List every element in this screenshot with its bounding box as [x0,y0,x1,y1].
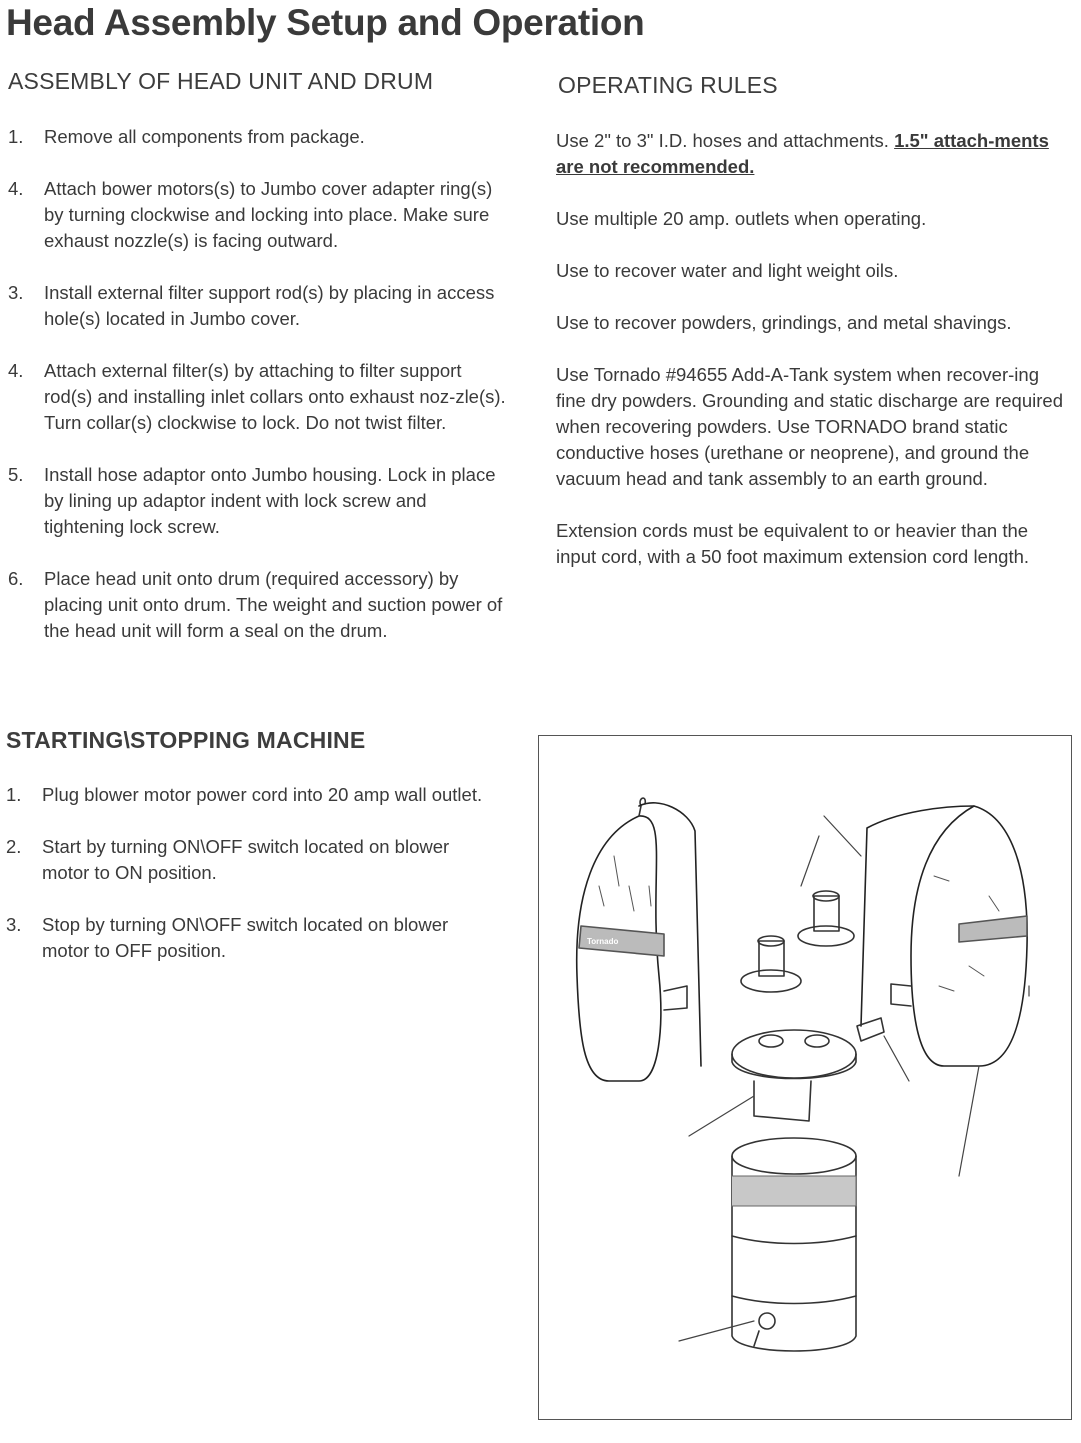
operating-rules [556,128,1066,596]
list-item: 3. Install external filter support rod(s) by placing in access hole(s) located in Jumbo cover. [8,282,495,329]
list-item: 1. Plug blower motor power cord into 20 amp wall outlet. [6,784,483,805]
jumbo-cover [732,1018,884,1121]
rule-item: Use 2" to 3" I.D. hoses and attachments. 1.5" attach-ments are not recommended. [556,130,1049,177]
assembly-illustration [538,735,1072,1420]
drum [732,1138,856,1351]
left-filter-bag [577,798,701,1081]
list-item: 1. Remove all components from package. [8,126,365,147]
starting-heading: STARTING\STOPPING MACHINE [6,727,366,753]
rule-item: Extension cords must be equivalent to or heavier than the input cord, with a 50 foot maximum extension cord length. [556,520,1030,567]
assembly-heading: ASSEMBLY OF HEAD UNIT AND DRUM [8,68,434,94]
rule-item: Use Tornado #94655 Add-A-Tank system when recover-ing fine dry powders. Grounding and static discharge are required when recovering powders. Use TORNADO brand static conductive hoses (urethane or neoprene), and ground the vacuum head and tank assembly to an earth ground. [556,364,1063,489]
list-item: 3. Stop by turning ON\OFF switch located on blower motor to OFF position. [6,914,449,961]
rule-item: Use to recover water and light weight oils. [556,260,899,281]
rules-heading: OPERATING RULES [558,72,778,98]
rule-item: Use to recover powders, grindings, and metal shavings. [556,312,1012,333]
rule-item: Use multiple 20 amp. outlets when operating. [556,208,927,229]
blower-motors [741,891,854,992]
list-item: 5. Install hose adaptor onto Jumbo housing. Lock in place by lining up adaptor indent with lock screw and tightening lock screw. [8,464,496,537]
list-item: 4. Attach bower motors(s) to Jumbo cover adapter ring(s) by turning clockwise and locking into place. Make sure exhaust nozzle(s) is facing outward. [8,178,493,251]
right-filter-bag [861,806,1027,1066]
assembly-steps [8,124,508,670]
list-item: 6. Place head unit onto drum (required accessory) by placing unit onto drum. The weight and suction power of the head unit will form a seal on the drum. [8,568,503,641]
page-title: Head Assembly Setup and Operation [6,2,645,43]
starting-steps [6,782,496,990]
svg-text:Tornado: Tornado [587,937,619,946]
list-item: 4. Attach external filter(s) by attaching to filter support rod(s) and installing inlet collars onto exhaust noz-zle(s). Turn collar(s) clockwise to lock. Do not twist filter. [8,360,506,433]
rule-warning: 1.5" attach-ments are not recommended. [556,130,1049,177]
list-item: 2. Start by turning ON\OFF switch located on blower motor to ON position. [6,836,450,883]
